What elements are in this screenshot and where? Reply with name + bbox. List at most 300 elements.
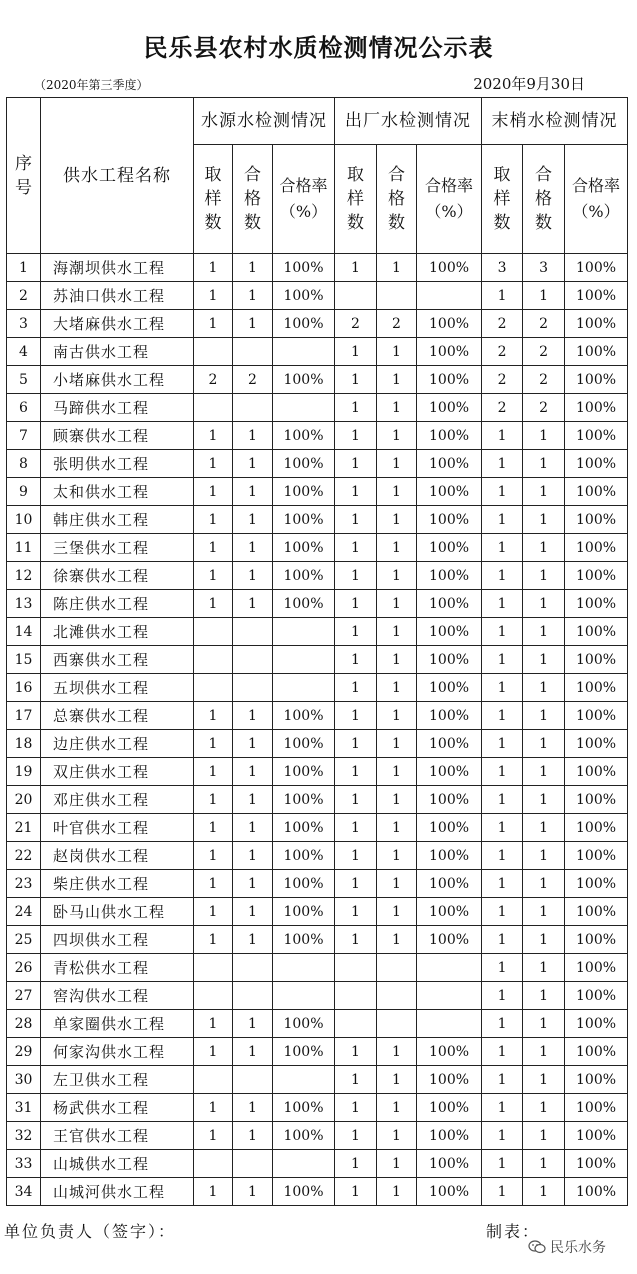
row-source-pass-count <box>233 618 273 646</box>
quarter-label: （2020年第三季度） <box>34 78 149 92</box>
row-project-name: 四坝供水工程 <box>41 926 194 954</box>
row-seq: 25 <box>7 926 41 954</box>
row-end-pass-count: 1 <box>523 786 565 814</box>
header-project: 供水工程名称 <box>41 98 194 254</box>
row-project-name: 何家沟供水工程 <box>41 1038 194 1066</box>
row-plant-pass-count: 1 <box>377 1094 417 1122</box>
row-source-pass-rate: 100% <box>273 534 335 562</box>
row-end-sample-count: 1 <box>482 562 523 590</box>
table-row <box>7 254 628 282</box>
row-end-pass-rate: 100% <box>565 310 628 338</box>
row-end-pass-count: 1 <box>523 1122 565 1150</box>
row-source-sample-count: 1 <box>194 1010 233 1038</box>
row-seq: 28 <box>7 1010 41 1038</box>
row-source-pass-count <box>233 338 273 366</box>
row-source-sample-count: 1 <box>194 758 233 786</box>
header-seq-text: 序号 <box>15 153 32 198</box>
row-end-sample-count: 1 <box>482 534 523 562</box>
row-source-pass-count: 1 <box>233 282 273 310</box>
row-source-pass-rate: 100% <box>273 450 335 478</box>
table-row <box>7 814 628 842</box>
row-source-sample-count <box>194 1066 233 1094</box>
row-source-pass-count <box>233 394 273 422</box>
row-plant-pass-count <box>377 1010 417 1038</box>
row-plant-pass-count <box>377 954 417 982</box>
row-plant-pass-count: 1 <box>377 1038 417 1066</box>
table-row <box>7 506 628 534</box>
table-row <box>7 1038 628 1066</box>
row-end-pass-count: 1 <box>523 282 565 310</box>
row-source-pass-rate: 100% <box>273 1178 335 1206</box>
row-plant-pass-rate <box>417 954 482 982</box>
row-seq: 15 <box>7 646 41 674</box>
row-end-pass-rate: 100% <box>565 422 628 450</box>
row-source-pass-count: 1 <box>233 1178 273 1206</box>
row-plant-pass-count: 1 <box>377 1178 417 1206</box>
row-end-pass-rate: 100% <box>565 394 628 422</box>
row-plant-sample-count <box>335 982 377 1010</box>
row-source-pass-count: 1 <box>233 1038 273 1066</box>
row-plant-pass-count: 1 <box>377 1150 417 1178</box>
row-plant-sample-count: 1 <box>335 338 377 366</box>
row-end-pass-rate: 100% <box>565 1066 628 1094</box>
row-project-name: 北滩供水工程 <box>41 618 194 646</box>
row-end-pass-count: 1 <box>523 534 565 562</box>
row-plant-sample-count: 1 <box>335 814 377 842</box>
watermark <box>528 1237 606 1257</box>
row-plant-sample-count: 1 <box>335 1178 377 1206</box>
row-plant-sample-count: 1 <box>335 562 377 590</box>
row-plant-sample-count: 1 <box>335 842 377 870</box>
table-row <box>7 842 628 870</box>
row-project-name: 西寨供水工程 <box>41 646 194 674</box>
row-source-pass-count <box>233 1066 273 1094</box>
row-plant-pass-count: 1 <box>377 254 417 282</box>
row-plant-pass-rate: 100% <box>417 842 482 870</box>
row-end-sample-count: 2 <box>482 338 523 366</box>
table-row <box>7 394 628 422</box>
row-source-pass-rate: 100% <box>273 758 335 786</box>
row-source-sample-count <box>194 618 233 646</box>
row-source-pass-count: 1 <box>233 506 273 534</box>
row-end-sample-count: 1 <box>482 870 523 898</box>
row-source-pass-count: 1 <box>233 478 273 506</box>
row-plant-pass-count: 1 <box>377 394 417 422</box>
row-end-pass-count: 1 <box>523 758 565 786</box>
row-source-sample-count: 1 <box>194 506 233 534</box>
row-plant-pass-count: 1 <box>377 534 417 562</box>
row-project-name: 徐寨供水工程 <box>41 562 194 590</box>
row-end-pass-rate: 100% <box>565 674 628 702</box>
row-source-pass-count <box>233 954 273 982</box>
row-plant-pass-count: 1 <box>377 674 417 702</box>
row-plant-pass-count <box>377 982 417 1010</box>
row-end-pass-rate: 100% <box>565 478 628 506</box>
row-source-pass-rate <box>273 646 335 674</box>
row-end-pass-count: 3 <box>523 254 565 282</box>
row-source-sample-count: 1 <box>194 1094 233 1122</box>
row-plant-pass-rate: 100% <box>417 618 482 646</box>
row-source-sample-count: 1 <box>194 562 233 590</box>
row-plant-pass-rate: 100% <box>417 366 482 394</box>
row-end-pass-count: 1 <box>523 814 565 842</box>
row-plant-pass-rate: 100% <box>417 534 482 562</box>
row-source-pass-count: 1 <box>233 590 273 618</box>
row-source-pass-rate: 100% <box>273 1038 335 1066</box>
row-end-sample-count: 1 <box>482 1122 523 1150</box>
row-plant-pass-rate: 100% <box>417 478 482 506</box>
row-end-pass-count: 1 <box>523 422 565 450</box>
row-project-name: 山城河供水工程 <box>41 1178 194 1206</box>
row-end-sample-count: 1 <box>482 422 523 450</box>
row-end-pass-count: 1 <box>523 870 565 898</box>
page-title: 民乐县农村水质检测情况公示表 <box>143 33 494 62</box>
row-end-sample-count: 1 <box>482 954 523 982</box>
row-source-pass-rate <box>273 1150 335 1178</box>
row-end-pass-rate: 100% <box>565 786 628 814</box>
table-row <box>7 982 628 1010</box>
row-source-sample-count: 1 <box>194 898 233 926</box>
row-end-pass-rate: 100% <box>565 702 628 730</box>
row-plant-sample-count <box>335 954 377 982</box>
row-end-pass-rate: 100% <box>565 366 628 394</box>
row-project-name: 张明供水工程 <box>41 450 194 478</box>
row-plant-pass-rate: 100% <box>417 646 482 674</box>
table-row <box>7 702 628 730</box>
row-plant-pass-count: 1 <box>377 562 417 590</box>
row-source-sample-count: 1 <box>194 870 233 898</box>
table-row <box>7 954 628 982</box>
header-end-pass-count-text: 合格数 <box>535 165 553 233</box>
row-plant-pass-count: 2 <box>377 310 417 338</box>
row-source-pass-count: 1 <box>233 1094 273 1122</box>
table-row <box>7 898 628 926</box>
table-row <box>7 478 628 506</box>
table-body <box>7 254 628 1206</box>
row-source-pass-rate: 100% <box>273 1122 335 1150</box>
header-source-sample-count <box>194 145 233 254</box>
row-source-pass-count: 1 <box>233 702 273 730</box>
row-seq: 18 <box>7 730 41 758</box>
row-plant-pass-rate: 100% <box>417 590 482 618</box>
row-end-pass-rate: 100% <box>565 814 628 842</box>
row-plant-pass-rate: 100% <box>417 898 482 926</box>
row-plant-pass-rate: 100% <box>417 1094 482 1122</box>
row-project-name: 南古供水工程 <box>41 338 194 366</box>
row-end-pass-rate: 100% <box>565 1150 628 1178</box>
row-end-pass-rate: 100% <box>565 730 628 758</box>
row-end-pass-count: 1 <box>523 450 565 478</box>
row-seq: 13 <box>7 590 41 618</box>
row-plant-pass-count: 1 <box>377 1066 417 1094</box>
date-label: 2020年9月30日 <box>473 75 585 93</box>
header-source-pass-rate <box>273 145 335 254</box>
row-source-pass-rate: 100% <box>273 702 335 730</box>
row-end-pass-rate: 100% <box>565 590 628 618</box>
row-seq: 23 <box>7 870 41 898</box>
table-row <box>7 870 628 898</box>
row-plant-sample-count: 1 <box>335 534 377 562</box>
row-plant-pass-rate: 100% <box>417 870 482 898</box>
row-end-pass-rate: 100% <box>565 450 628 478</box>
row-end-pass-count: 1 <box>523 1178 565 1206</box>
row-plant-sample-count: 1 <box>335 590 377 618</box>
header-end-sample-count-text: 取样数 <box>493 165 511 233</box>
header-source-pass-rate-text: 合格率（%） <box>279 176 328 221</box>
row-seq: 19 <box>7 758 41 786</box>
row-project-name: 左卫供水工程 <box>41 1066 194 1094</box>
row-end-sample-count: 1 <box>482 590 523 618</box>
row-source-pass-rate: 100% <box>273 786 335 814</box>
row-source-pass-rate: 100% <box>273 1010 335 1038</box>
table-row <box>7 590 628 618</box>
row-end-sample-count: 1 <box>482 1038 523 1066</box>
row-source-sample-count <box>194 1150 233 1178</box>
header-source-pass-count-text: 合格数 <box>244 165 261 233</box>
row-plant-sample-count: 1 <box>335 646 377 674</box>
header-end-pass-count <box>523 145 565 254</box>
row-source-pass-rate: 100% <box>273 1094 335 1122</box>
row-seq: 34 <box>7 1178 41 1206</box>
row-seq: 30 <box>7 1066 41 1094</box>
row-end-sample-count: 1 <box>482 814 523 842</box>
table-row <box>7 1150 628 1178</box>
table-row <box>7 646 628 674</box>
row-plant-pass-rate <box>417 282 482 310</box>
row-source-sample-count: 1 <box>194 1122 233 1150</box>
row-source-sample-count: 1 <box>194 702 233 730</box>
header-source-sample-count-text: 取样数 <box>204 165 222 233</box>
row-end-pass-count: 1 <box>523 1150 565 1178</box>
header-plant-pass-rate-text: 合格率（%） <box>425 176 474 221</box>
row-source-sample-count: 1 <box>194 926 233 954</box>
row-source-pass-count: 1 <box>233 926 273 954</box>
row-end-sample-count: 1 <box>482 1178 523 1206</box>
row-end-pass-count: 2 <box>523 310 565 338</box>
row-source-pass-rate: 100% <box>273 590 335 618</box>
watermark-text: 民乐水务 <box>550 1240 606 1256</box>
row-source-pass-rate <box>273 982 335 1010</box>
row-source-pass-rate: 100% <box>273 254 335 282</box>
row-end-pass-rate: 100% <box>565 646 628 674</box>
row-source-pass-rate: 100% <box>273 562 335 590</box>
header-source-pass-count <box>233 145 273 254</box>
row-source-pass-count: 1 <box>233 254 273 282</box>
row-end-sample-count: 1 <box>482 758 523 786</box>
row-source-pass-rate: 100% <box>273 478 335 506</box>
row-end-pass-rate: 100% <box>565 982 628 1010</box>
row-source-pass-rate: 100% <box>273 310 335 338</box>
row-source-pass-count <box>233 1150 273 1178</box>
row-source-sample-count <box>194 646 233 674</box>
row-seq: 16 <box>7 674 41 702</box>
row-plant-pass-rate: 100% <box>417 450 482 478</box>
row-source-sample-count: 1 <box>194 450 233 478</box>
row-source-pass-count: 1 <box>233 450 273 478</box>
row-source-sample-count <box>194 394 233 422</box>
row-project-name: 五坝供水工程 <box>41 674 194 702</box>
table-row <box>7 310 628 338</box>
row-end-pass-rate: 100% <box>565 1094 628 1122</box>
row-project-name: 邓庄供水工程 <box>41 786 194 814</box>
row-plant-pass-rate: 100% <box>417 562 482 590</box>
row-plant-sample-count: 1 <box>335 506 377 534</box>
row-seq: 12 <box>7 562 41 590</box>
row-project-name: 青松供水工程 <box>41 954 194 982</box>
row-source-pass-count: 2 <box>233 366 273 394</box>
table-row <box>7 450 628 478</box>
row-project-name: 双庄供水工程 <box>41 758 194 786</box>
row-source-pass-count: 1 <box>233 870 273 898</box>
header-plant-sample-count <box>335 145 377 254</box>
table-row <box>7 338 628 366</box>
row-seq: 33 <box>7 1150 41 1178</box>
row-end-sample-count: 2 <box>482 366 523 394</box>
row-seq: 11 <box>7 534 41 562</box>
table-row <box>7 618 628 646</box>
row-source-pass-count <box>233 982 273 1010</box>
row-end-sample-count: 1 <box>482 450 523 478</box>
row-end-pass-rate: 100% <box>565 1178 628 1206</box>
row-source-sample-count: 1 <box>194 478 233 506</box>
table-row <box>7 674 628 702</box>
row-source-pass-count: 1 <box>233 1010 273 1038</box>
row-source-pass-rate <box>273 394 335 422</box>
row-seq: 26 <box>7 954 41 982</box>
row-end-pass-rate: 100% <box>565 758 628 786</box>
row-plant-pass-rate: 100% <box>417 1122 482 1150</box>
header-end-sample-count <box>482 145 523 254</box>
row-seq: 8 <box>7 450 41 478</box>
row-seq: 7 <box>7 422 41 450</box>
row-source-pass-count: 1 <box>233 758 273 786</box>
row-plant-pass-count: 1 <box>377 786 417 814</box>
row-plant-pass-rate: 100% <box>417 1150 482 1178</box>
row-plant-sample-count: 1 <box>335 870 377 898</box>
table-row <box>7 562 628 590</box>
row-end-pass-rate: 100% <box>565 282 628 310</box>
table-row <box>7 534 628 562</box>
row-plant-sample-count: 1 <box>335 1066 377 1094</box>
water-quality-table <box>6 97 628 1206</box>
row-end-pass-rate: 100% <box>565 870 628 898</box>
row-seq: 29 <box>7 1038 41 1066</box>
row-plant-sample-count: 1 <box>335 366 377 394</box>
table-row <box>7 758 628 786</box>
row-plant-sample-count: 1 <box>335 422 377 450</box>
header-end-pass-rate <box>565 145 628 254</box>
row-project-name: 海潮坝供水工程 <box>41 254 194 282</box>
row-source-sample-count: 1 <box>194 590 233 618</box>
row-plant-pass-count: 1 <box>377 730 417 758</box>
row-end-sample-count: 1 <box>482 1010 523 1038</box>
row-project-name: 韩庄供水工程 <box>41 506 194 534</box>
row-seq: 24 <box>7 898 41 926</box>
row-end-sample-count: 1 <box>482 842 523 870</box>
row-plant-sample-count <box>335 282 377 310</box>
row-seq: 10 <box>7 506 41 534</box>
header-group-source: 水源水检测情况 <box>194 98 335 145</box>
row-source-pass-rate: 100% <box>273 842 335 870</box>
row-plant-pass-rate: 100% <box>417 254 482 282</box>
row-source-pass-count: 1 <box>233 534 273 562</box>
row-source-pass-rate: 100% <box>273 926 335 954</box>
table-row <box>7 366 628 394</box>
row-plant-pass-count <box>377 282 417 310</box>
row-end-pass-rate: 100% <box>565 254 628 282</box>
row-seq: 4 <box>7 338 41 366</box>
row-end-pass-rate: 100% <box>565 1010 628 1038</box>
row-source-sample-count: 1 <box>194 282 233 310</box>
prepared-by-label: 制表： <box>486 1222 541 1241</box>
row-plant-pass-rate: 100% <box>417 506 482 534</box>
row-source-pass-rate <box>273 338 335 366</box>
row-source-sample-count: 1 <box>194 254 233 282</box>
row-plant-sample-count: 1 <box>335 926 377 954</box>
row-end-pass-count: 2 <box>523 338 565 366</box>
row-end-pass-count: 1 <box>523 730 565 758</box>
row-plant-pass-rate <box>417 982 482 1010</box>
row-plant-sample-count: 1 <box>335 786 377 814</box>
row-source-sample-count: 1 <box>194 1178 233 1206</box>
row-plant-pass-count: 1 <box>377 814 417 842</box>
row-plant-pass-count: 1 <box>377 506 417 534</box>
row-source-sample-count: 1 <box>194 310 233 338</box>
row-seq: 20 <box>7 786 41 814</box>
row-end-sample-count: 1 <box>482 1094 523 1122</box>
row-end-pass-count: 1 <box>523 506 565 534</box>
row-end-sample-count: 1 <box>482 646 523 674</box>
row-plant-pass-rate: 100% <box>417 1178 482 1206</box>
row-end-pass-count: 1 <box>523 982 565 1010</box>
row-source-sample-count: 2 <box>194 366 233 394</box>
row-source-pass-rate <box>273 954 335 982</box>
row-plant-pass-rate: 100% <box>417 730 482 758</box>
row-plant-pass-count: 1 <box>377 450 417 478</box>
row-project-name: 小堵麻供水工程 <box>41 366 194 394</box>
header-seq <box>7 98 41 254</box>
row-seq: 14 <box>7 618 41 646</box>
row-end-sample-count: 1 <box>482 982 523 1010</box>
row-project-name: 苏油口供水工程 <box>41 282 194 310</box>
row-plant-pass-rate: 100% <box>417 926 482 954</box>
row-plant-pass-rate: 100% <box>417 758 482 786</box>
row-project-name: 卧马山供水工程 <box>41 898 194 926</box>
row-plant-sample-count: 1 <box>335 254 377 282</box>
row-end-pass-count: 1 <box>523 478 565 506</box>
row-source-pass-count: 1 <box>233 786 273 814</box>
row-project-name: 马蹄供水工程 <box>41 394 194 422</box>
row-plant-pass-count: 1 <box>377 618 417 646</box>
row-end-pass-count: 1 <box>523 1094 565 1122</box>
table-row <box>7 282 628 310</box>
row-seq: 2 <box>7 282 41 310</box>
row-end-sample-count: 1 <box>482 730 523 758</box>
row-seq: 6 <box>7 394 41 422</box>
row-end-pass-count: 1 <box>523 702 565 730</box>
row-plant-sample-count <box>335 1010 377 1038</box>
row-source-sample-count: 1 <box>194 730 233 758</box>
row-plant-sample-count: 1 <box>335 450 377 478</box>
row-source-sample-count <box>194 338 233 366</box>
row-source-sample-count: 1 <box>194 786 233 814</box>
row-end-pass-count: 1 <box>523 842 565 870</box>
row-end-pass-rate: 100% <box>565 1122 628 1150</box>
row-project-name: 单家圈供水工程 <box>41 1010 194 1038</box>
row-project-name: 大堵麻供水工程 <box>41 310 194 338</box>
row-end-sample-count: 1 <box>482 1066 523 1094</box>
row-plant-pass-count: 1 <box>377 646 417 674</box>
